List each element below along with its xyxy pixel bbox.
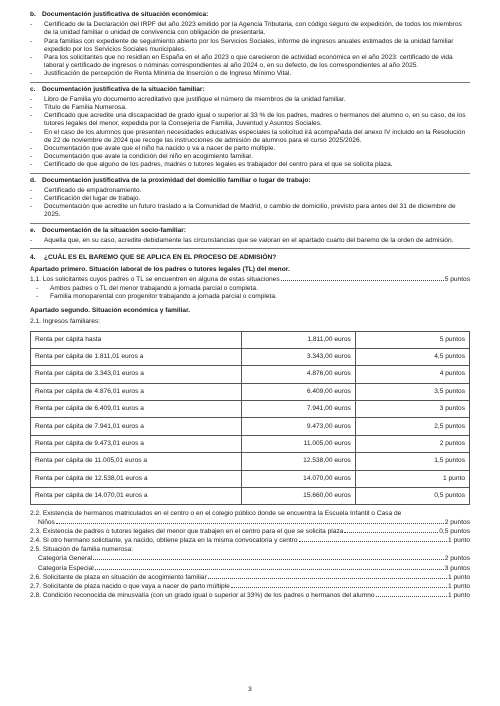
table-row (31, 401, 470, 418)
criterion-points: 0,5 puntos (439, 527, 470, 535)
table-row (31, 383, 470, 400)
section-e-list (30, 237, 470, 245)
income-limit: 3.343,00 euros (241, 348, 355, 365)
income-limit: 6.409,00 euros (241, 383, 355, 400)
page-number: 3 (248, 686, 252, 693)
list-item: - Certificación del lugar de trabajo. (30, 195, 470, 203)
income-limit: 11.005,00 euros (241, 435, 355, 452)
criterion-text: Categoría General (38, 555, 93, 563)
criterion-text: 2.4. Si otro hermano solicitante, ya nacido, obtiene plaza en la misma convocatoria y centro (30, 537, 298, 545)
section-title-text: Documentación justificativa de la situación familiar: (42, 85, 205, 93)
dot-leader (56, 523, 444, 524)
section-title-text: Documentación justificativa de situación económica: (42, 11, 209, 18)
list-item: - Para los solicitantes que no residían en España en el año 2023 o que carecieron de actividad económica en el año 2023: certificado de vida laboral y certificado de ingresos o nóminas correspondientes al año 2024 o, en su defecto, de los correspondientes al año 2025. (30, 54, 470, 70)
section-b-title (30, 11, 470, 19)
income-points: 5 puntos (355, 331, 469, 348)
income-points: 3 puntos (355, 401, 469, 418)
list-item: - Ambos padres o TL del menor trabajando a jornada parcial o completa. (36, 285, 470, 293)
criterion-row-2-4 (30, 537, 470, 545)
criterion-row-2-8 (30, 592, 470, 600)
dot-leader (376, 596, 447, 597)
income-limit: 9.473,00 euros (241, 418, 355, 435)
income-points: 4,5 puntos (355, 348, 469, 365)
list-item: - En el caso de los alumnos que presenten necesidades educativas especiales la solicitud irá acompañada del anexo IV incluido en la Resolución de 22 de noviembre de 2024 que recoge las instrucciones de admisión de alumnos para el curso 2025/2026. (30, 129, 470, 145)
list-item: - Libro de Familia y/o documento acreditativo que justifique el número de miembros de la unidad familiar. (30, 96, 470, 104)
divider (30, 173, 470, 174)
list-item: - Título de Familia Numerosa. (30, 104, 470, 112)
income-range-label: Renta per cápita de 14.070,01 euros a (31, 488, 242, 505)
criterion-row-2-5: 2.5. Situación de familia numerosa: (30, 546, 133, 554)
income-points: 4 puntos (355, 366, 469, 383)
table-row (31, 470, 470, 487)
list-item: - Certificado que acredite una discapacidad de grado igual o superior al 33 % de los padres, madres o hermanos del alumno o, en su caso, de los tutores legales del menor, expedida por la Consejería de Familia, Juventud y Asuntos Sociales. (30, 112, 470, 128)
heading-number: 4. (30, 254, 36, 262)
section-title-text: Documentación justificativa de la proximidad del domicilio familiar o lugar de trabajo: (42, 176, 311, 184)
section-letter: d. (30, 176, 36, 184)
dot-leader (344, 532, 438, 533)
section-letter: b. (30, 11, 36, 18)
section-c-list (30, 96, 470, 170)
section-letter: e. (30, 226, 36, 234)
list-item: - Documentación que acredite un futuro traslado a la Comunidad de Madrid, o cambio de domicilio, previsto para antes del 31 de diciembre de 2025. (30, 203, 470, 219)
heading-text: ¿CUÁL ES EL BAREMO QUE SE APLICA EN EL PROCESO DE ADMISIÓN? (44, 254, 277, 262)
list-item: - Certificado de empadronamiento. (30, 187, 470, 195)
criterion-row-2-6 (30, 574, 470, 582)
dot-leader (281, 280, 444, 281)
list-item: - Justificación de percepción de Renta Mínima de Inserción o de Ingreso Mínimo Vital. (30, 70, 470, 78)
income-range-label: Renta per cápita de 1.811,01 euros a (31, 348, 242, 365)
list-item: - Certificado de la Declaración del IRPF del año 2023 emitido por la Agencia Tributaria, con código seguro de expedición, de todos los miembros de la unidad familiar o unidad de convivencia con obligación de presentarla. (30, 21, 470, 37)
income-range-label: Renta per cápita de 4.876,01 euros a (31, 383, 242, 400)
criterion-row-2-2 (30, 519, 470, 527)
section-d-title (30, 177, 470, 185)
income-table (30, 331, 470, 506)
dot-leader (95, 569, 444, 570)
income-points: 1,5 puntos (355, 453, 469, 470)
table-row (31, 331, 470, 348)
table-row (31, 453, 470, 470)
criterion-row-1-1 (30, 276, 470, 284)
criterion-text: Categoría Especial (38, 564, 94, 572)
criterion-row-2-5-especial (30, 565, 470, 573)
criterion-points: 1 punto (448, 573, 470, 581)
income-points: 0,5 puntos (355, 488, 469, 505)
criterion-row-2-5-general (30, 555, 470, 563)
divider (30, 248, 470, 249)
section-b-list (30, 21, 470, 78)
list-item: - Aquella que, en su caso, acredite debidamente las circunstancias que se valoran en el apartado cuarto del baremo de la orden de admisión. (30, 237, 470, 245)
criterion-points: 2 puntos (444, 518, 470, 526)
apartado-primero-list (30, 285, 470, 301)
income-range-label: Renta per cápita de 9.473,01 euros a (31, 435, 242, 452)
table-row (31, 435, 470, 452)
dot-leader (231, 587, 447, 588)
table-row (31, 348, 470, 365)
criterion-text: 2.8. Condición reconocida de minusvalía (con un grado igual o superior al 33%) de los padres o hermanos del alumno (30, 592, 375, 600)
divider (30, 223, 470, 224)
ingresos-label: 2.1. Ingresos familiares: (30, 318, 100, 326)
income-range-label: Renta per cápita de 6.409,01 euros a (31, 401, 242, 418)
criterion-points: 1 punto (448, 583, 470, 591)
table-row (31, 418, 470, 435)
criterion-text: 2.3. Existencia de padres o tutores legales del menor que trabajen en el centro para el que se solicita plaza (30, 527, 344, 535)
income-points: 3,5 puntos (355, 383, 469, 400)
income-limit: 12.538,00 euros (241, 453, 355, 470)
income-limit: 4.876,00 euros (241, 366, 355, 383)
criterion-row-2-7 (30, 583, 470, 591)
section-4-heading (30, 254, 470, 262)
income-range-label: Renta per cápita hasta (31, 331, 242, 348)
income-limit: 1.811,00 euros (241, 331, 355, 348)
section-title-text: Documentación de la situación socio-familiar: (42, 226, 186, 234)
income-limit: 7.941,00 euros (241, 401, 355, 418)
list-item: - Para familias con expediente de seguimiento abierto por los Servicios Sociales, informe de ingresos anuales estimados de la unidad familiar expedido por los Servicios Sociales municipales. (30, 38, 470, 54)
list-item: - Documentación que avale la condición del niño en acogimiento familiar. (30, 153, 470, 161)
criterion-points: 2 puntos (444, 555, 470, 563)
divider (30, 82, 470, 83)
dot-leader (299, 541, 447, 542)
section-d-list (30, 187, 470, 220)
income-range-label: Renta per cápita de 12.538,01 euros a (31, 470, 242, 487)
income-points: 2 puntos (355, 435, 469, 452)
section-letter: c. (30, 85, 36, 93)
income-range-label: Renta per cápita de 3.343,01 euros a (31, 366, 242, 383)
table-row (31, 366, 470, 383)
dot-leader (208, 578, 447, 579)
criterion-text: Niños (38, 518, 55, 526)
criterion-row-2-3 (30, 528, 470, 536)
list-item: - Certificado de que alguno de los padres, madres o tutores legales es trabajador del centro para el que se solicita plaza. (30, 161, 470, 169)
criterion-row-2-2-line1: 2.2. Existencia de hermanos matriculados en el centro o en el colegio público donde se encuentra la Escuela Infantil o Casa de (30, 510, 402, 518)
income-limit: 15.660,00 euros (241, 488, 355, 505)
criterion-points: 3 puntos (444, 564, 470, 572)
income-points: 2,5 puntos (355, 418, 469, 435)
apartado-primero-title: Apartado primero. Situación laboral de los padres o tutores legales (TL) del menor. (30, 266, 290, 274)
income-limit: 14.070,00 euros (241, 470, 355, 487)
criterion-points: 5 puntos (444, 276, 470, 284)
apartado-segundo-title: Apartado segundo. Situación económica y familiar. (30, 307, 191, 315)
section-e-title (30, 227, 470, 235)
dot-leader (93, 559, 443, 560)
section-c-title (30, 86, 470, 94)
table-row (31, 488, 470, 505)
criterion-text: 2.6. Solicitante de plaza en situación de acogimiento familiar (30, 573, 207, 581)
criterion-text: 1.1. Los solicitantes cuyos padres o TL se encuentren en alguna de estas situaciones (30, 276, 280, 284)
income-points: 1 punto (355, 470, 469, 487)
criterion-text: 2.7. Solicitante de plaza nacido o que vaya a nacer de parto múltiple (30, 583, 230, 591)
criterion-points: 1 punto (448, 592, 470, 600)
list-item: - Documentación que avale que el niño ha nacido o va a nacer de parto múltiple. (30, 145, 470, 153)
income-range-label: Renta per cápita de 11.005,01 euros a (31, 453, 242, 470)
income-range-label: Renta per cápita de 7.941,01 euros a (31, 418, 242, 435)
criterion-points: 1 punto (448, 537, 470, 545)
list-item: - Familia monoparental con progenitor trabajando a jornada parcial o completa. (36, 293, 470, 301)
